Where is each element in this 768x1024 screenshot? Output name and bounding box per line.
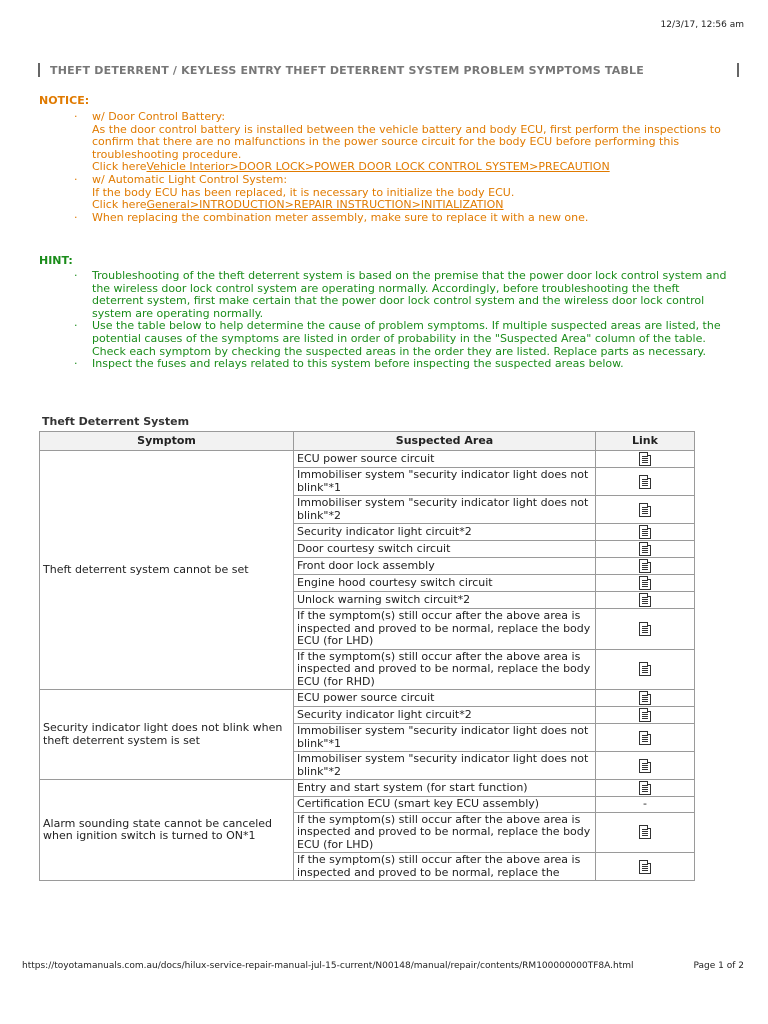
link-cell[interactable]: [596, 649, 695, 690]
notice-text: When replacing the combination meter assembly, make sure to replace it with a new one.: [92, 210, 589, 224]
document-link-icon[interactable]: [639, 759, 651, 773]
suspected-area-cell: Unlock warning switch circuit*2: [294, 592, 596, 609]
document-link-icon[interactable]: [639, 542, 651, 556]
link-cell[interactable]: [596, 724, 695, 752]
notice-text: w/ Automatic Light Control System:: [92, 172, 288, 186]
link-cell[interactable]: [596, 853, 695, 881]
notice-list: [74, 111, 730, 224]
bullet-icon: ·: [74, 172, 78, 186]
click-here-label: Click here: [92, 160, 147, 174]
no-link-dash: -: [643, 797, 647, 810]
suspected-area-cell: Front door lock assembly: [294, 558, 596, 575]
suspected-area-cell: Immobiliser system "security indicator light does not blink"*1: [294, 724, 596, 752]
suspected-area-cell: Door courtesy switch circuit: [294, 541, 596, 558]
suspected-area-cell: Immobiliser system "security indicator light does not blink"*2: [294, 752, 596, 780]
link-cell[interactable]: [596, 468, 695, 496]
print-timestamp: 12/3/17, 12:56 am: [660, 20, 744, 30]
notice-text: If the body ECU has been replaced, it is necessary to initialize the body ECU.: [92, 185, 515, 199]
notice-text: As the door control battery is installed between the vehicle battery and body ECU, first perform the inspections to confirm that there are no malfunctions in the power source circuit for the body ECU before performing this troubleshooting procedure.: [92, 122, 721, 161]
document-link-icon[interactable]: [639, 691, 651, 705]
bullet-icon: ·: [74, 110, 78, 123]
document-link-icon[interactable]: [639, 452, 651, 466]
document-link-icon[interactable]: [639, 781, 651, 795]
table-title: Theft Deterrent System: [42, 415, 190, 428]
notice-item: [74, 174, 730, 212]
document-link-icon[interactable]: [639, 622, 651, 636]
link-cell[interactable]: [596, 524, 695, 541]
link-cell[interactable]: [596, 592, 695, 609]
hint-heading: HINT:: [39, 254, 73, 267]
link-cell[interactable]: [596, 558, 695, 575]
document-link-icon[interactable]: [639, 662, 651, 676]
suspected-area-cell: If the symptom(s) still occur after the above area is inspected and proved to be normal, replace the body ECU (for RHD): [294, 649, 596, 690]
document-link-icon[interactable]: [639, 593, 651, 607]
hint-text: Troubleshooting of the theft deterrent system is based on the premise that the power door lock control system and the wireless door lock control system are operating normally. Accordingly, before troubleshooting the theft deterrent system, first make certain that the power door lock control system and the wireless door lock control system are operating normally.: [92, 269, 727, 320]
click-here-line: [92, 199, 730, 212]
suspected-area-header: Suspected Area: [294, 432, 596, 451]
link-cell[interactable]: [596, 451, 695, 468]
suspected-area-cell: Security indicator light circuit*2: [294, 707, 596, 724]
problem-symptoms-table: [39, 431, 695, 881]
document-link-icon[interactable]: [639, 576, 651, 590]
suspected-area-cell: If the symptom(s) still occur after the above area is inspected and proved to be normal, replace the body ECU (for LHD): [294, 812, 596, 853]
table-row: [40, 690, 695, 707]
link-cell[interactable]: [596, 496, 695, 524]
symptom-cell: Security indicator light does not blink when theft deterrent system is set: [40, 690, 294, 780]
hint-item: [74, 320, 730, 358]
document-link-icon[interactable]: [639, 860, 651, 874]
document-link-icon[interactable]: [639, 559, 651, 573]
document-link-icon[interactable]: [639, 825, 651, 839]
suspected-area-cell: Immobiliser system "security indicator light does not blink"*2: [294, 496, 596, 524]
bullet-icon: ·: [74, 319, 78, 333]
manual-link[interactable]: General>INTRODUCTION>REPAIR INSTRUCTION>INITIALIZATION: [146, 198, 504, 212]
page-number: Page 1 of 2: [693, 961, 744, 971]
link-cell[interactable]: [596, 780, 695, 797]
suspected-area-cell: If the symptom(s) still occur after the above area is inspected and proved to be normal, replace the: [294, 853, 596, 881]
suspected-area-cell: Engine hood courtesy switch circuit: [294, 575, 596, 592]
symptom-cell: Alarm sounding state cannot be canceled when ignition switch is turned to ON*1: [40, 780, 294, 881]
suspected-area-cell: Security indicator light circuit*2: [294, 524, 596, 541]
link-cell[interactable]: [596, 707, 695, 724]
suspected-area-cell: ECU power source circuit: [294, 451, 596, 468]
link-cell[interactable]: [596, 812, 695, 853]
suspected-area-cell: ECU power source circuit: [294, 690, 596, 707]
hint-text: Inspect the fuses and relays related to this system before inspecting the suspected areas below.: [92, 357, 624, 371]
table-header-row: [40, 432, 695, 451]
hint-item: [74, 358, 730, 371]
table-row: [40, 451, 695, 468]
click-here-label: Click here: [92, 198, 147, 212]
notice-item: [74, 212, 730, 225]
link-cell[interactable]: [596, 690, 695, 707]
page-title: THEFT DETERRENT / KEYLESS ENTRY THEFT DETERRENT SYSTEM PROBLEM SYMPTOMS TABLE: [50, 64, 644, 77]
notice-text: w/ Door Control Battery:: [92, 110, 226, 123]
bullet-icon: ·: [74, 357, 78, 371]
notice-heading: NOTICE:: [39, 94, 90, 107]
link-header: Link: [596, 432, 695, 451]
link-cell[interactable]: [596, 541, 695, 558]
link-cell[interactable]: [596, 609, 695, 650]
document-link-icon[interactable]: [639, 503, 651, 517]
document-link-icon[interactable]: [639, 475, 651, 489]
bullet-icon: ·: [74, 210, 78, 224]
symptom-cell: Theft deterrent system cannot be set: [40, 451, 294, 690]
link-cell[interactable]: [596, 752, 695, 780]
bullet-icon: ·: [74, 269, 78, 282]
manual-link[interactable]: Vehicle Interior>DOOR LOCK>POWER DOOR LOCK CONTROL SYSTEM>PRECAUTION: [146, 160, 610, 174]
document-link-icon[interactable]: [639, 731, 651, 745]
hint-item: [74, 270, 730, 320]
suspected-area-cell: Entry and start system (for start function): [294, 780, 596, 797]
document-link-icon[interactable]: [639, 708, 651, 722]
suspected-area-cell: Immobiliser system "security indicator light does not blink"*1: [294, 468, 596, 496]
link-cell[interactable]: [596, 575, 695, 592]
hint-list: [74, 270, 730, 371]
suspected-area-cell: Certification ECU (smart key ECU assembly): [294, 797, 596, 813]
link-cell: [596, 797, 695, 813]
footer-url: https://toyotamanuals.com.au/docs/hilux-service-repair-manual-jul-15-current/N00148/manual/repair/contents/RM100000000TF8A.html: [22, 961, 634, 971]
suspected-area-cell: If the symptom(s) still occur after the above area is inspected and proved to be normal, replace the body ECU (for LHD): [294, 609, 596, 650]
hint-text: Use the table below to help determine the cause of problem symptoms. If multiple suspected areas are listed, the potential causes of the symptoms are listed in order of probability in the "Suspected Area" column of the table. Check each symptom by checking the suspected areas in the order they are listed. Replace parts as necessary.: [92, 319, 721, 358]
table-row: [40, 780, 695, 797]
notice-item: [74, 111, 730, 174]
symptom-header: Symptom: [40, 432, 294, 451]
document-link-icon[interactable]: [639, 525, 651, 539]
